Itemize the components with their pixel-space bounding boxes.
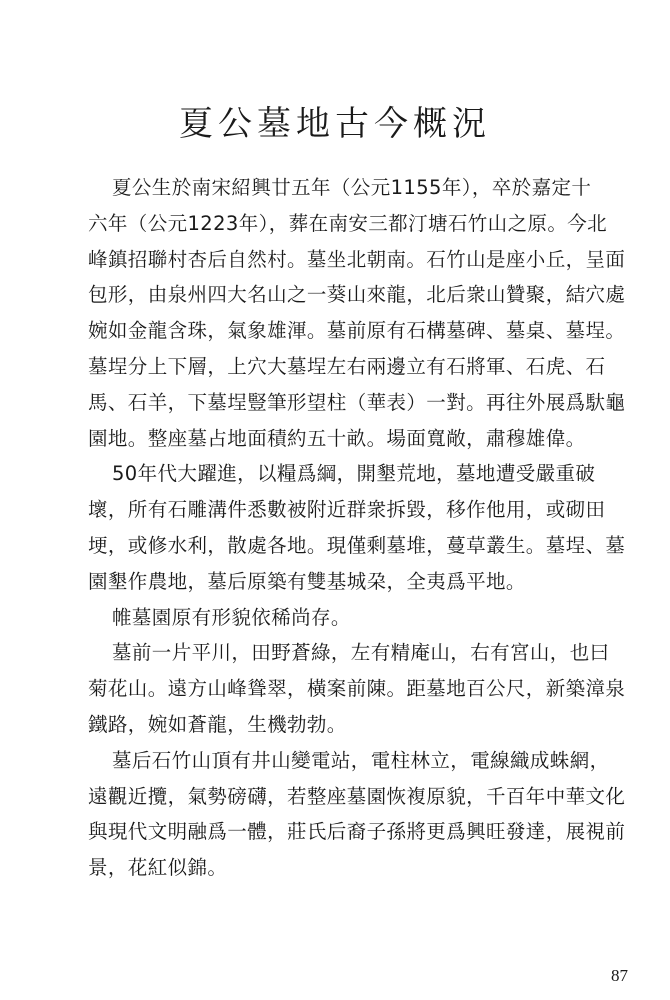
text-line: 夏公生於南宋紹興廿五年（公元1155年），卒於嘉定十 <box>112 176 592 199</box>
text-line: 埂，或修水利，散處各地。現僅剩墓堆，蔓草叢生。墓埕、墓 <box>88 533 626 557</box>
text-line: 遠觀近攬，氣勢磅礴，若整座墓園恢複原貌，千百年中華文化 <box>88 784 626 808</box>
text-line: 馬、石羊，下墓埕豎筆形望柱（華表）一對。再往外展爲馱龜 <box>88 390 626 414</box>
text-line: 景，花紅似錦。 <box>88 856 228 880</box>
text-line: 六年（公元1223年），葬在南安三都汀塘石竹山之原。今北 <box>88 211 608 235</box>
text-line: 墓后石竹山頂有井山變電站，電柱林立，電線織成蛛網， <box>112 748 610 772</box>
text-line: 菊花山。遠方山峰聳翠，橫案前陳。距墓地百公尺，新築漳泉 <box>88 677 626 701</box>
text-line: 園地。整座墓占地面積約五十畝。場面寬敞，肅穆雄偉。 <box>88 426 586 450</box>
text-line: 峰鎮招聯村杏后自然村。墓坐北朝南。石竹山是座小丘，呈面 <box>88 247 626 271</box>
text-line: 包形，由泉州四大名山之一葵山來龍，北后衆山贊聚，結穴處 <box>88 283 626 307</box>
body-text <box>88 170 628 886</box>
text-line: 園墾作農地，墓后原築有雙基城朶，全夷爲平地。 <box>88 569 526 593</box>
text-line: 50年代大躍進，以糧爲綱，開墾荒地，墓地遭受嚴重破 <box>112 462 596 486</box>
page-title: 夏公墓地古今概況 <box>179 104 491 144</box>
page-number: 87 <box>611 966 628 985</box>
text-line: 與現代文明融爲一體，莊氏后裔子孫將更爲興旺發達，展視前 <box>88 820 626 844</box>
text-line: 婉如金龍含珠，氣象雄渾。墓前原有石構墓碑、墓桌、墓埕。 <box>88 319 626 343</box>
text-line: 壞，所有石雕溝件悉數被附近群衆拆毀，移作他用，或砌田 <box>88 498 606 522</box>
text-line: 墓埕分上下層，上穴大墓埕左右兩邊立有石將軍、石虎、石 <box>88 354 606 378</box>
text-line: 帷墓園原有形貌依稀尚存。 <box>112 605 351 629</box>
text-line: 鐵路，婉如蒼龍，生機勃勃。 <box>88 712 347 736</box>
text-line: 墓前一片平川，田野蒼綠，左有精庵山，右有宮山，也曰 <box>112 641 610 665</box>
